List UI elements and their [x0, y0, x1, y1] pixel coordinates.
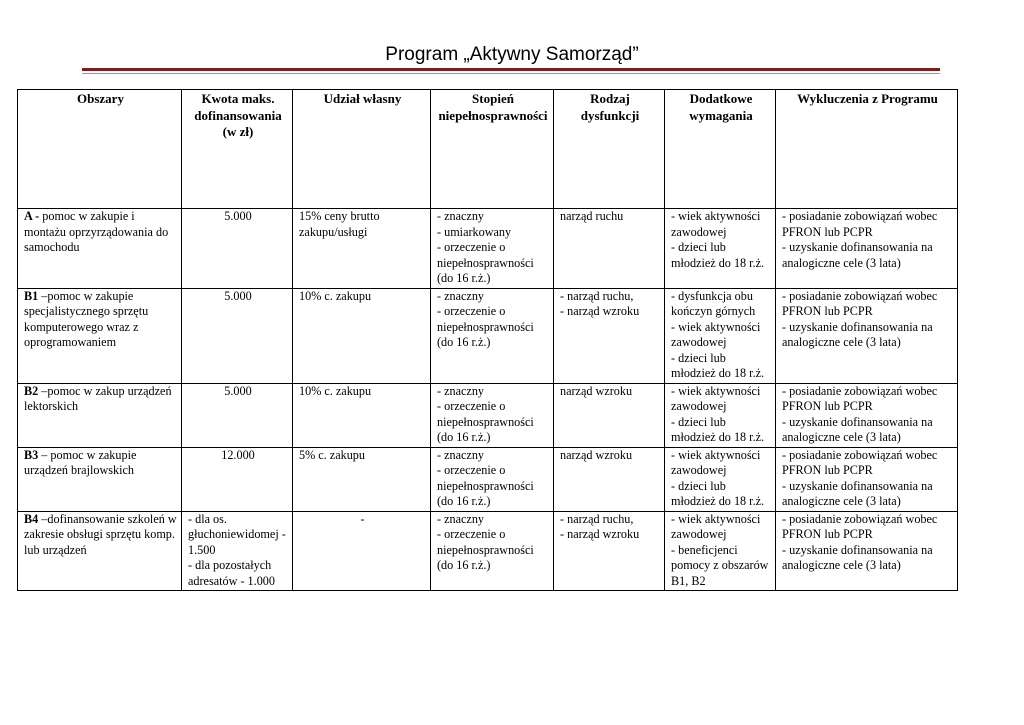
own-share-text: 10% c. zakupu: [299, 288, 372, 303]
table-row: [18, 511, 958, 591]
area-description: pomoc w zakupie i montażu oprzyrządowania do samochodu: [24, 209, 169, 254]
amount-line: 5.000: [224, 209, 252, 223]
dysfunction-line: narząd ruchu: [560, 209, 624, 223]
own-share-text: 5% c. zakupu: [299, 447, 365, 462]
exclusions-cell: [776, 209, 958, 289]
requirement-line: - wiek aktywności zawodowej: [671, 209, 764, 239]
exclusions-cell: [776, 511, 958, 591]
exclusion-line: - posiadanie zobowiązań wobec PFRON lub PCPR: [782, 383, 941, 413]
requirement-line: - dzieci lub młodzież do 18 r.ż.: [671, 240, 765, 270]
area-cell: [18, 511, 182, 591]
amount-line: 12.000: [221, 447, 255, 462]
requirements-cell: [665, 383, 776, 447]
disability-degree-line: - orzeczenie o niepełnosprawności (do 16 r.ż.): [437, 399, 537, 444]
amount-cell: [182, 209, 293, 289]
own-share-cell: [293, 447, 431, 511]
area-cell: [18, 447, 182, 511]
requirements-cell: [665, 511, 776, 591]
requirements-cell: [665, 447, 776, 511]
amount-line: 5.000: [224, 383, 252, 398]
header-dysfunction-type: Rodzaj dysfunkcji: [554, 90, 665, 209]
area-code: B2: [24, 383, 39, 398]
amount-cell: [182, 447, 293, 511]
exclusion-line: - posiadanie zobowiązań wobec PFRON lub PCPR: [782, 209, 941, 239]
header-exclusions: Wykluczenia z Programu: [776, 90, 958, 209]
amount-line: - dla pozostałych adresatów - 1.000: [188, 558, 275, 588]
disability-degree-line: - orzeczenie o niepełnosprawności (do 16 r.ż.): [437, 527, 537, 572]
requirement-line: - dzieci lub młodzież do 18 r.ż.: [671, 350, 765, 380]
dysfunction-line: - narząd wzroku: [560, 304, 640, 318]
dysfunction-line: - narząd ruchu,: [560, 511, 634, 526]
own-share-cell: [293, 209, 431, 289]
requirement-line: - dzieci lub młodzież do 18 r.ż.: [671, 414, 765, 444]
own-share-cell: [293, 288, 431, 383]
area-description: – pomoc w zakupie urządzeń brajlowskich: [24, 447, 137, 477]
exclusion-line: - posiadanie zobowiązań wobec PFRON lub PCPR: [782, 447, 941, 477]
disability-degree-line: - znaczny: [437, 511, 485, 526]
requirement-line: - wiek aktywności zawodowej: [671, 319, 764, 349]
own-share-text: 15% ceny brutto zakupu/usługi: [299, 209, 380, 239]
area-code: B3: [24, 447, 39, 462]
area-code: B4: [24, 511, 39, 526]
dysfunction-line: narząd wzroku: [560, 447, 633, 462]
area-code: B1: [24, 288, 39, 303]
disability-degree-line: - znaczny: [437, 288, 485, 303]
header-own-share: Udział własny: [293, 90, 431, 209]
area-cell: [18, 209, 182, 289]
dysfunction-cell: [554, 511, 665, 591]
requirements-cell: [665, 288, 776, 383]
amount-line: 5.000: [224, 288, 252, 303]
dysfunction-cell: [554, 447, 665, 511]
header-max-amount: Kwota maks. dofinansowania (w zł): [182, 90, 293, 209]
area-cell: [18, 383, 182, 447]
dysfunction-cell: [554, 209, 665, 289]
requirement-line: - wiek aktywności zawodowej: [671, 447, 764, 477]
exclusions-cell: [776, 288, 958, 383]
dysfunction-line: narząd wzroku: [560, 383, 633, 398]
disability-degree-line: - znaczny: [437, 209, 485, 223]
disability-degree-cell: [431, 209, 554, 289]
dysfunction-line: - narząd wzroku: [560, 527, 640, 541]
area-code: A -: [24, 209, 40, 223]
requirement-line: - wiek aktywności zawodowej: [671, 383, 764, 413]
exclusions-cell: [776, 447, 958, 511]
disability-degree-line: - umiarkowany: [437, 224, 512, 239]
exclusion-line: - uzyskanie dofinansowania na analogiczne cele (3 lata): [782, 240, 936, 270]
table-row: [18, 209, 958, 289]
disability-degree-cell: [431, 288, 554, 383]
amount-cell: [182, 383, 293, 447]
table-row: [18, 288, 958, 383]
title-divider-thin: [82, 73, 940, 74]
exclusion-line: - posiadanie zobowiązań wobec PFRON lub PCPR: [782, 511, 941, 541]
requirement-line: - wiek aktywności zawodowej: [671, 511, 764, 541]
program-table: [17, 89, 958, 591]
header-additional-requirements: Dodatkowe wymagania: [665, 90, 776, 209]
disability-degree-line: - orzeczenie o niepełnosprawności (do 16 r.ż.): [437, 304, 537, 349]
exclusion-line: - uzyskanie dofinansowania na analogiczne cele (3 lata): [782, 542, 936, 572]
exclusions-cell: [776, 383, 958, 447]
disability-degree-line: - znaczny: [437, 447, 485, 462]
requirement-line: - dysfunkcja obu kończyn górnych: [671, 288, 756, 318]
area-description: –pomoc w zakupie specjalistycznego sprzętu komputerowego wraz z oprogramowaniem: [24, 288, 149, 349]
disability-degree-cell: [431, 383, 554, 447]
exclusion-line: - posiadanie zobowiązań wobec PFRON lub PCPR: [782, 288, 941, 318]
requirement-line: - dzieci lub młodzież do 18 r.ż.: [671, 478, 765, 508]
table-row: [18, 447, 958, 511]
title-divider: [82, 68, 940, 71]
disability-degree-line: - orzeczenie o niepełnosprawności (do 16 r.ż.): [437, 463, 537, 508]
amount-cell: [182, 288, 293, 383]
header-areas: Obszary: [18, 90, 182, 209]
disability-degree-cell: [431, 511, 554, 591]
requirements-cell: [665, 209, 776, 289]
disability-degree-cell: [431, 447, 554, 511]
area-description: –dofinansowanie szkoleń w zakresie obsługi sprzętu komp. lub urządzeń: [24, 511, 177, 557]
dysfunction-cell: [554, 383, 665, 447]
requirement-line: - beneficjenci pomocy z obszarów B1, B2: [671, 542, 772, 588]
table-row: [18, 383, 958, 447]
area-description: –pomoc w zakup urządzeń lektorskich: [24, 383, 172, 413]
area-cell: [18, 288, 182, 383]
exclusion-line: - uzyskanie dofinansowania na analogiczne cele (3 lata): [782, 478, 936, 508]
document-title: Program „Aktywny Samorząd”: [385, 44, 639, 65]
exclusion-line: - uzyskanie dofinansowania na analogiczne cele (3 lata): [782, 319, 936, 349]
own-share-text: 10% c. zakupu: [299, 383, 372, 398]
amount-line: - dla os. głuchoniewidomej - 1.500: [188, 511, 289, 557]
own-share-text: -: [360, 511, 365, 526]
header-disability-degree: Stopień niepełnosprawności: [431, 90, 554, 209]
dysfunction-cell: [554, 288, 665, 383]
own-share-cell: [293, 383, 431, 447]
amount-cell: [182, 511, 293, 591]
own-share-cell: [293, 511, 431, 591]
disability-degree-line: - znaczny: [437, 383, 485, 398]
dysfunction-line: - narząd ruchu,: [560, 288, 634, 303]
exclusion-line: - uzyskanie dofinansowania na analogiczne cele (3 lata): [782, 414, 936, 444]
disability-degree-line: - orzeczenie o niepełnosprawności (do 16 r.ż.): [437, 240, 537, 285]
header-row: [18, 90, 958, 209]
